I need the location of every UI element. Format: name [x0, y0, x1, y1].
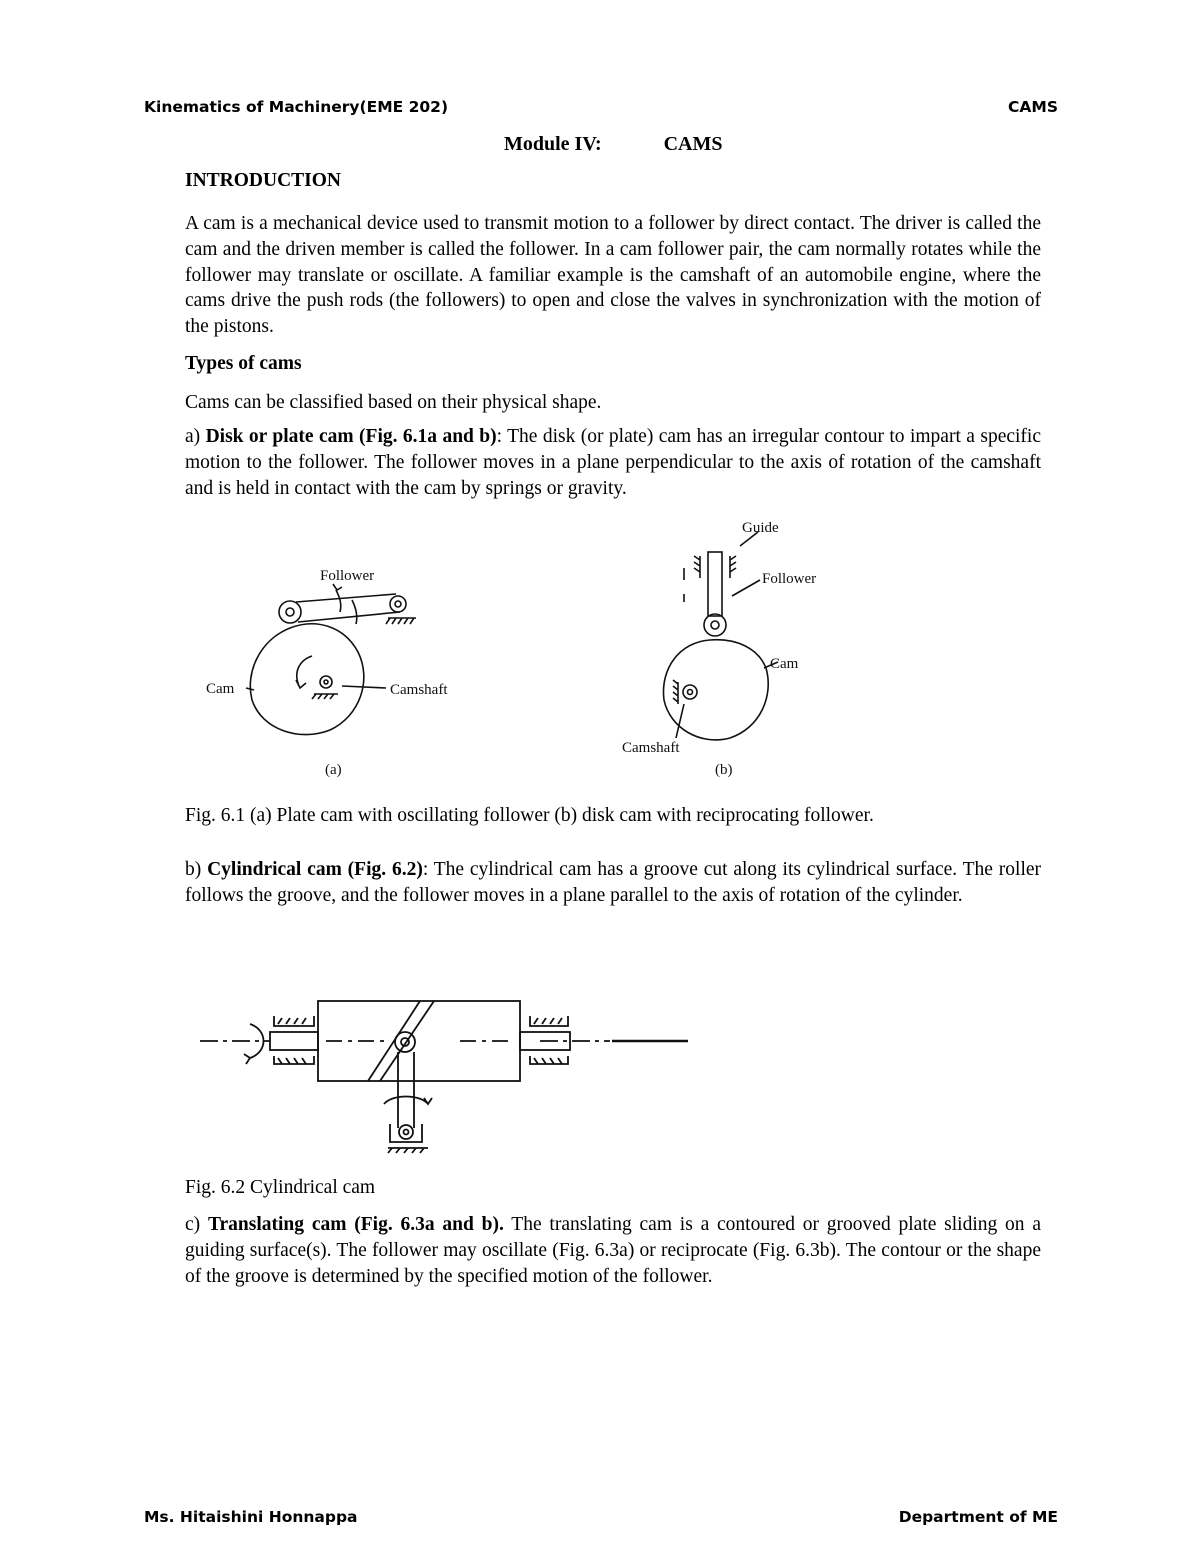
type-c-text: The translating cam is a contoured or grooved plate sliding on a guiding surface(s). The follower may oscillate (Fig. 6.3a) or reciprocate (Fig. 6.3b). The contour or the shape of the groove is determined by the specified motion of the follower.	[185, 1214, 1042, 1287]
type-c-paragraph	[185, 1212, 1041, 1289]
type-a-text: : The disk (or plate) cam has an irregular contour to impart a specific motion to the follower. The follower moves in a plane perpendicular to the axis of rotation of the camshaft and is held in contact with the cam by springs or gravity.	[185, 426, 1041, 499]
camshaft-b	[683, 685, 697, 699]
left-shaft	[270, 1032, 318, 1050]
fig1b-label-guide: Guide	[742, 520, 779, 536]
follower-pivot	[399, 1125, 413, 1139]
module-label: Module IV:	[504, 133, 602, 155]
header-course: Kinematics of Machinery(EME 202)	[144, 98, 449, 116]
follower-roller-a	[279, 601, 301, 623]
figure-6-1-caption: Fig. 6.1 (a) Plate cam with oscillating follower (b) disk cam with reciprocating follower.	[185, 805, 874, 826]
intro-paragraph: A cam is a mechanical device used to transmit motion to a follower by direct contact. The driver is called the cam and the driven member is called the follower. In a cam follower pair, the cam normally rotates while the follower may translate or oscillate. A familiar example is the camshaft of an automobile engine, where the cams drive the push rods (the followers) to open and close the valves in synchronization with the motion of the pistons.	[185, 213, 1041, 338]
module-topic: CAMS	[663, 133, 723, 155]
header-topic: CAMS	[1008, 98, 1058, 116]
figure-6-2	[180, 990, 700, 1155]
fig1b-sublabel: (b)	[715, 762, 733, 778]
type-b-text: : The cylindrical cam has a groove cut along its cylindrical surface. The roller follows the groove, and the follower moves in a plane parallel to the axis of rotation of the cylinder.	[185, 859, 1042, 906]
intro-heading: INTRODUCTION	[185, 170, 342, 191]
page-title	[504, 133, 723, 156]
fig1a-sublabel: (a)	[325, 762, 342, 778]
follower-stem-b	[708, 552, 722, 616]
types-heading: Types of cams	[185, 353, 302, 374]
type-a-title: Disk or plate cam (Fig. 6.1a and b)	[205, 426, 497, 447]
follower-arm-a	[296, 594, 400, 622]
types-lead: Cams can be classified based on their physical shape.	[185, 392, 602, 413]
type-b-prefix: b)	[185, 859, 208, 880]
guide-b	[694, 556, 736, 578]
type-b-paragraph	[185, 857, 1041, 909]
type-c-prefix: c)	[185, 1214, 208, 1235]
follower-pivot-a	[390, 596, 406, 612]
fig1a-label-follower: Follower	[320, 568, 375, 584]
fig1b-label-cam: Cam	[770, 656, 799, 672]
footer-department: Department of ME	[898, 1508, 1058, 1526]
type-b-title: Cylindrical cam (Fig. 6.2)	[207, 859, 423, 880]
plate-cam-outline	[250, 624, 364, 735]
type-a-prefix: a)	[185, 426, 206, 447]
follower-roller-b	[704, 614, 726, 636]
follower-roller	[395, 1032, 415, 1052]
footer-author: Ms. Hitaishini Honnappa	[144, 1508, 358, 1526]
camshaft-a	[320, 676, 332, 688]
fig1b-label-camshaft: Camshaft	[622, 740, 680, 756]
fig1a-label-cam: Cam	[206, 681, 235, 697]
figure-6-2-caption: Fig. 6.2 Cylindrical cam	[185, 1177, 376, 1198]
type-a-paragraph	[185, 424, 1041, 501]
fig1a-label-camshaft: Camshaft	[390, 682, 448, 698]
figure-6-1	[190, 510, 850, 785]
follower-arm	[398, 1052, 414, 1128]
right-bearing	[530, 1016, 568, 1064]
type-c-title: Translating cam (Fig. 6.3a and b).	[207, 1214, 504, 1235]
fig1b-label-follower: Follower	[762, 571, 817, 587]
